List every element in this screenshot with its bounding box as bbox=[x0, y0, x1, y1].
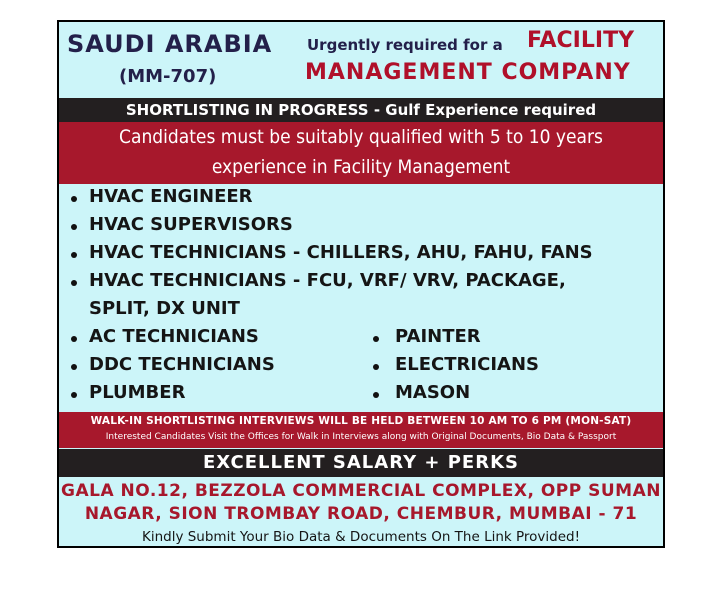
position-painter: PAINTER bbox=[395, 326, 481, 347]
walkin-banner bbox=[59, 412, 663, 448]
qualification-line-1: Candidates must be suitably qualified with 5 to 10 years bbox=[119, 126, 603, 148]
address-line-2: NAGAR, SION TROMBAY ROAD, CHEMBUR, MUMBAI - 71 bbox=[84, 504, 638, 524]
bullet-icon bbox=[71, 336, 77, 342]
position-hvac-technicians-fcu: HVAC TECHNICIANS - FCU, VRF/ VRV, PACKAGE, bbox=[89, 270, 566, 291]
country-title: SAUDI ARABIA bbox=[67, 30, 273, 58]
job-advertisement bbox=[57, 20, 665, 548]
position-ddc-technicians: DDC TECHNICIANS bbox=[89, 354, 275, 375]
address-line-1: GALA NO.12, BEZZOLA COMMERCIAL COMPLEX, OPP SUMAN bbox=[61, 481, 661, 501]
position-hvac-engineer: HVAC ENGINEER bbox=[89, 186, 253, 207]
position-hvac-technicians-chillers: HVAC TECHNICIANS - CHILLERS, AHU, FAHU, FANS bbox=[89, 242, 593, 263]
bullet-icon bbox=[373, 392, 379, 398]
submit-instructions: Kindly Submit Your Bio Data & Documents On The Link Provided! bbox=[141, 529, 581, 545]
position-mason: MASON bbox=[395, 382, 471, 403]
facility-title: FACILITY bbox=[527, 28, 635, 53]
position-ac-technicians: AC TECHNICIANS bbox=[89, 326, 259, 347]
shortlisting-banner: SHORTLISTING IN PROGRESS - Gulf Experience required bbox=[59, 98, 663, 122]
walkin-schedule: WALK-IN SHORTLISTING INTERVIEWS WILL BE HELD BETWEEN 10 AM TO 6 PM (MON-SAT) bbox=[90, 415, 632, 427]
bullet-icon bbox=[71, 252, 77, 258]
position-hvac-technicians-fcu-cont: SPLIT, DX UNIT bbox=[89, 298, 240, 319]
bullet-icon bbox=[373, 336, 379, 342]
salary-banner: EXCELLENT SALARY + PERKS bbox=[59, 449, 663, 477]
company-title: MANAGEMENT COMPANY bbox=[305, 60, 631, 85]
office-address bbox=[59, 480, 663, 526]
qualification-line-2: experience in Facility Management bbox=[211, 156, 511, 178]
urgent-text: Urgently required for a bbox=[307, 36, 503, 54]
bullet-icon bbox=[71, 224, 77, 230]
position-hvac-supervisors: HVAC SUPERVISORS bbox=[89, 214, 293, 235]
bullet-icon bbox=[71, 364, 77, 370]
bullet-icon bbox=[71, 280, 77, 286]
ad-header bbox=[59, 22, 663, 96]
bullet-icon bbox=[71, 392, 77, 398]
position-electricians: ELECTRICIANS bbox=[395, 354, 539, 375]
reference-code: (MM-707) bbox=[119, 66, 217, 87]
walkin-instructions: Interested Candidates Visit the Offices for Walk in Interviews along with Original Documents, Bio Data & Passport bbox=[105, 432, 617, 442]
qualification-block bbox=[59, 122, 663, 184]
bullet-icon bbox=[373, 364, 379, 370]
bullet-icon bbox=[71, 196, 77, 202]
position-plumber: PLUMBER bbox=[89, 382, 186, 403]
